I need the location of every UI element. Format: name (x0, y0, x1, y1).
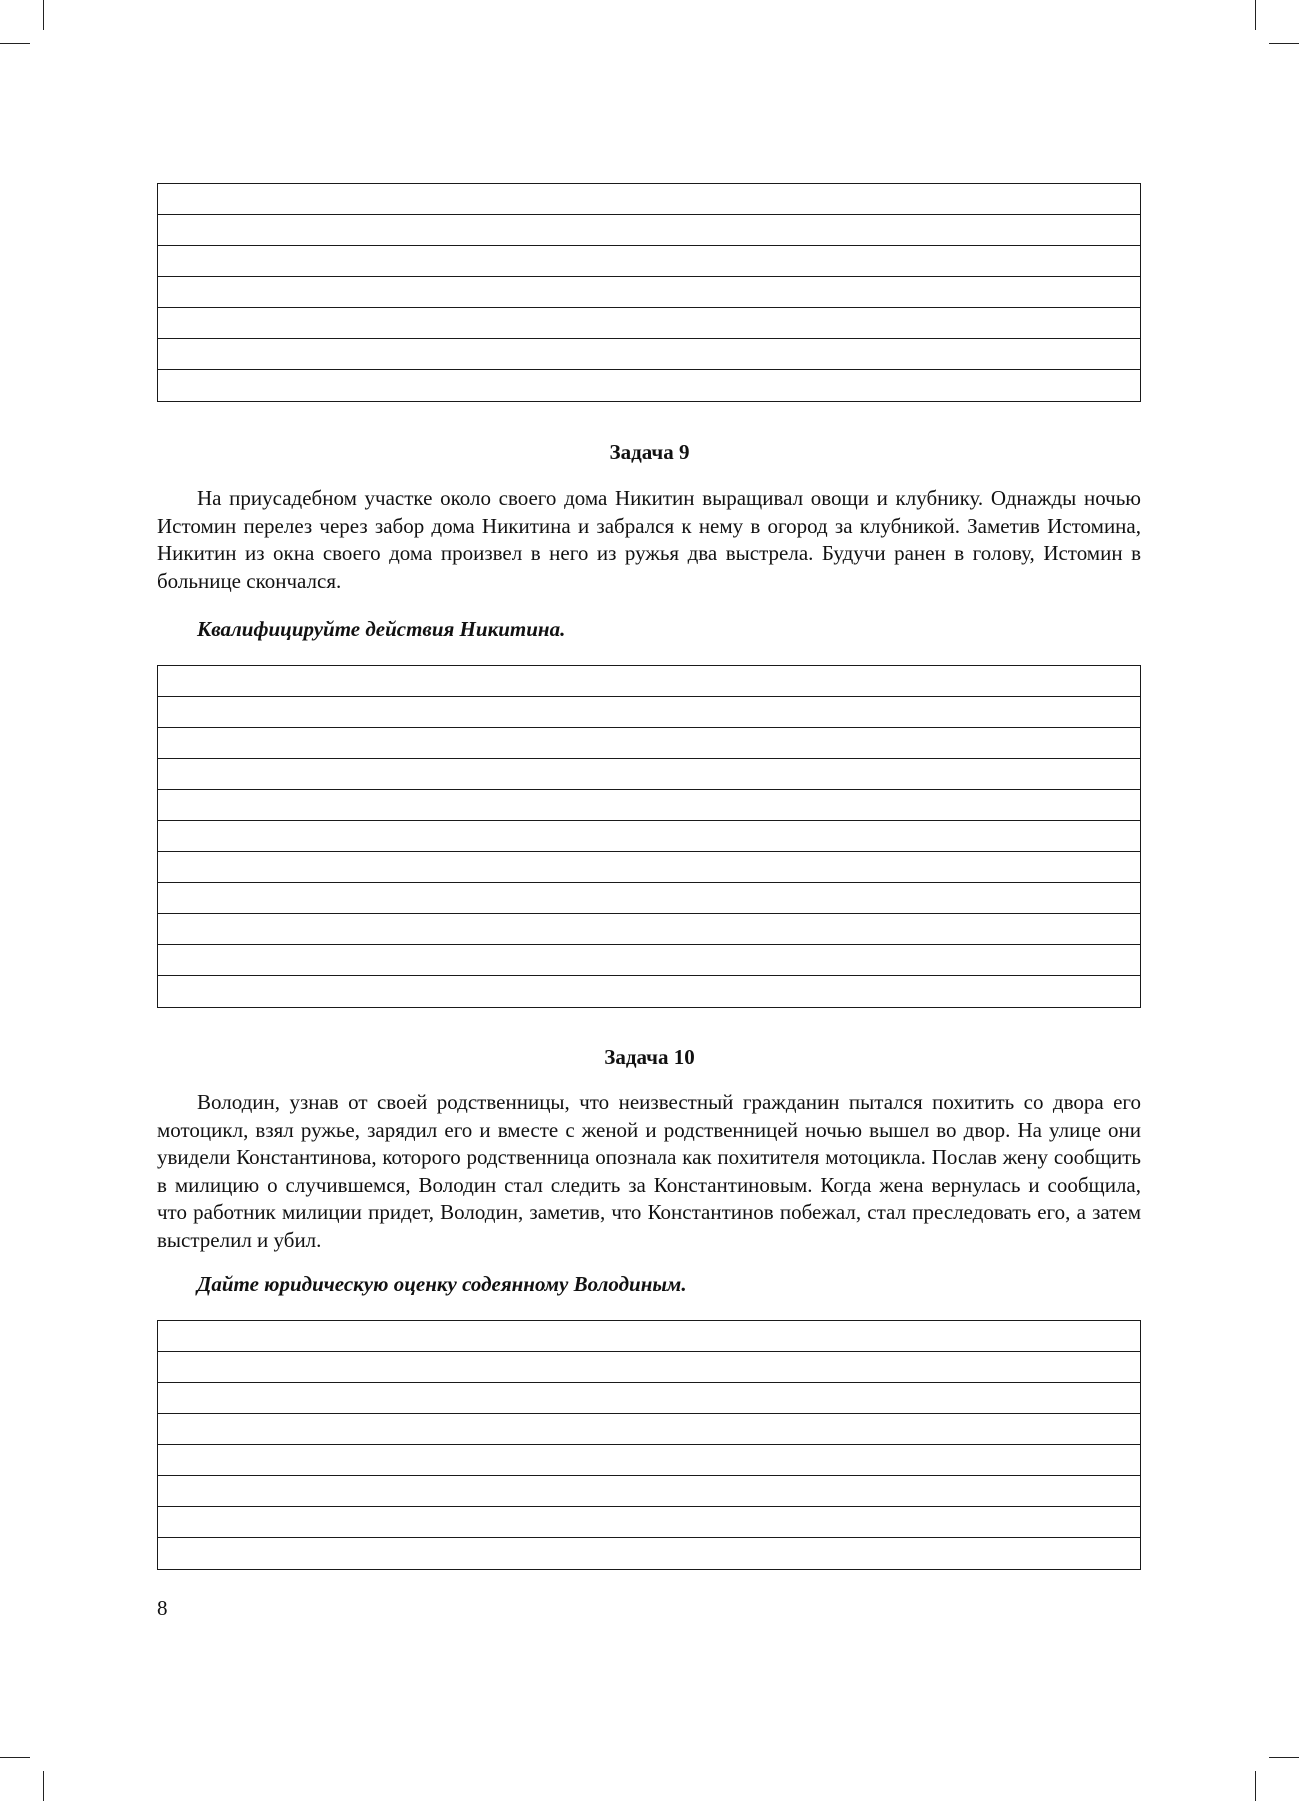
answer-box-task-10[interactable] (157, 1320, 1141, 1570)
crop-mark (1269, 43, 1299, 44)
task-9-question: Квалифицируйте действия Никитина. (197, 617, 566, 641)
answer-line[interactable] (158, 666, 1140, 697)
answer-line[interactable] (158, 1445, 1140, 1476)
answer-line[interactable] (158, 184, 1140, 215)
crop-mark (43, 0, 44, 30)
page-number: 8 (157, 1596, 168, 1620)
answer-line[interactable] (158, 277, 1140, 308)
answer-line[interactable] (158, 1414, 1140, 1445)
crop-mark (43, 1771, 44, 1801)
task-10-title: Задача 10 (604, 1045, 695, 1069)
answer-box-previous[interactable] (157, 183, 1141, 402)
answer-line[interactable] (158, 1538, 1140, 1569)
answer-line[interactable] (158, 759, 1140, 790)
answer-line[interactable] (158, 697, 1140, 728)
task-10-text: Володин, узнав от своей родственницы, что неизвестный гражданин пытался похитить со двора его мотоцикл, взял ружье, зарядил его и вместе с женой и родственницей ночью вышел во двор. На улице они увидели Константинова, которого родственница опознала как похитителя мотоцикла. Послав жену сообщить в милицию о случившемся, Володин стал следить за Константиновым. Когда жена вернулась и сообщила, что работник милиции придет, Володин, заметив, что Константинов побежал, стал преследовать его, а затем выстрелил и убил. (157, 1090, 1141, 1252)
crop-mark (1255, 0, 1256, 30)
answer-line[interactable] (158, 852, 1140, 883)
answer-line[interactable] (158, 883, 1140, 914)
task-10-question: Дайте юридическую оценку содеянному Володиным. (197, 1272, 687, 1296)
answer-line[interactable] (158, 914, 1140, 945)
crop-mark (1269, 1757, 1299, 1758)
answer-line[interactable] (158, 339, 1140, 370)
crop-mark (0, 1757, 30, 1758)
answer-line[interactable] (158, 976, 1140, 1007)
answer-line[interactable] (158, 821, 1140, 852)
answer-line[interactable] (158, 308, 1140, 339)
answer-line[interactable] (158, 1507, 1140, 1538)
answer-line[interactable] (158, 1476, 1140, 1507)
task-9-title: Задача 9 (609, 440, 690, 464)
crop-mark (0, 43, 30, 44)
answer-line[interactable] (158, 945, 1140, 976)
answer-line[interactable] (158, 1383, 1140, 1414)
answer-line[interactable] (158, 215, 1140, 246)
answer-line[interactable] (158, 1321, 1140, 1352)
answer-line[interactable] (158, 728, 1140, 759)
answer-line[interactable] (158, 370, 1140, 401)
answer-line[interactable] (158, 246, 1140, 277)
answer-box-task-9[interactable] (157, 665, 1141, 1008)
crop-mark (1255, 1771, 1256, 1801)
answer-line[interactable] (158, 790, 1140, 821)
answer-line[interactable] (158, 1352, 1140, 1383)
task-9-text: На приусадебном участке около своего дома Никитин выращивал овощи и клубнику. Однажды ночью Истомин перелез через забор дома Никитина и забрался к нему в огород за клубникой. Заметив Истомина, Никитин из окна своего дома произвел в него из ружья два выстрела. Будучи ранен в голову, Истомин в больнице скончался. (157, 486, 1141, 593)
